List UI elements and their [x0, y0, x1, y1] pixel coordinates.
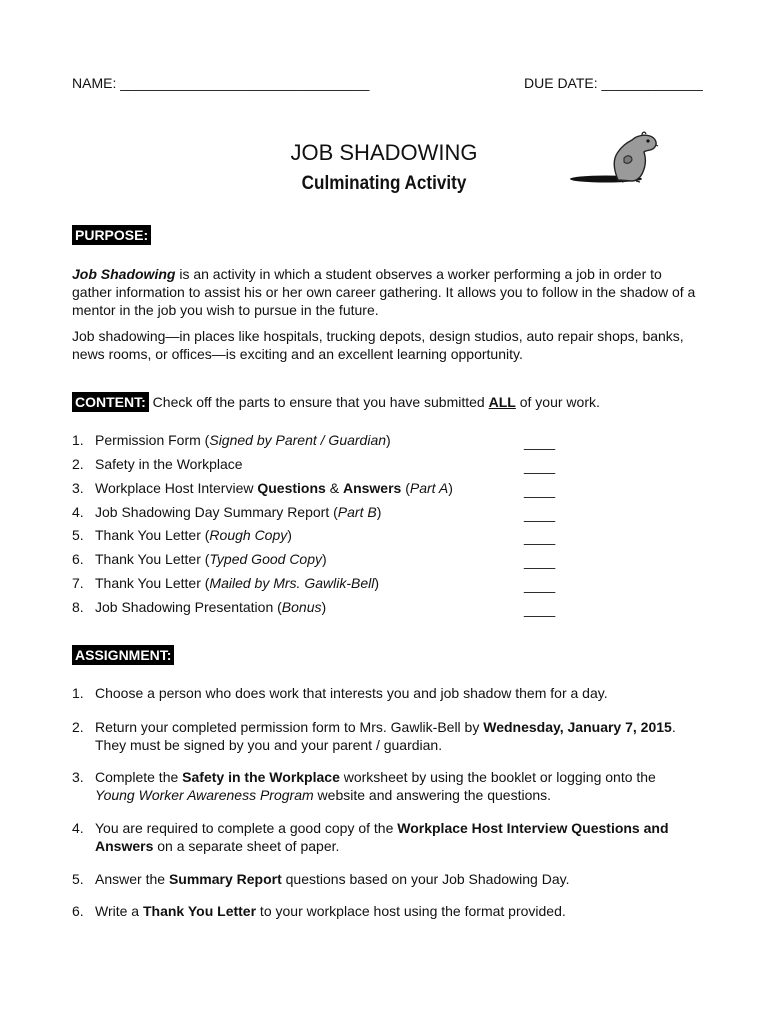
checklist-item: 7. Thank You Letter (Mailed by Mrs. Gawlik-Bell) ____: [72, 575, 556, 593]
check-blank: ____: [524, 458, 556, 474]
assignment-heading: ASSIGNMENT:: [72, 645, 174, 665]
checklist-item: 4. Job Shadowing Day Summary Report (Part B) ____: [72, 504, 556, 522]
content-intro-all: ALL: [488, 394, 516, 410]
name-label: NAME:: [72, 75, 117, 91]
purpose-text-1: is an activity in which a student observes a worker performing a job in order to gather information to assist his or her own career gathering. It allows you to follow in the shadow of a mentor in the job you wish to pursue in the future.: [72, 266, 696, 318]
due-date-line: _____________: [601, 75, 703, 91]
checklist-item: 3. Workplace Host Interview Questions & Answers (Part A) ____: [72, 480, 556, 498]
assignment-item: 1. Choose a person who does work that interests you and job shadow them for a day.: [72, 685, 608, 701]
check-blank: ____: [524, 482, 556, 498]
checklist-item: 5. Thank You Letter (Rough Copy) ____: [72, 527, 556, 545]
assignment-item: 2. Return your completed permission form to Mrs. Gawlik-Bell by Wednesday, January 7, 2015. They must be signed by you and your parent / guardian.: [72, 719, 676, 753]
checklist-item: 6. Thank You Letter (Typed Good Copy) ____: [72, 551, 556, 569]
purpose-paragraph-1: [72, 265, 702, 319]
assignment-item: 5. Answer the Summary Report questions based on your Job Shadowing Day.: [72, 871, 570, 887]
check-blank: ____: [524, 434, 556, 450]
assignment-item: 4. You are required to complete a good copy of the Workplace Host Interview Questions and Answers on a separate sheet of paper.: [72, 820, 669, 854]
name-field: [72, 75, 369, 91]
checklist-item: 2. Safety in the Workplace ____: [72, 456, 556, 474]
page-subtitle: Culminating Activity: [301, 173, 467, 194]
content-heading: CONTENT:: [72, 392, 149, 412]
assignment-item: 6. Write a Thank You Letter to your workplace host using the format provided.: [72, 903, 566, 919]
content-section-header: [72, 392, 600, 412]
assignment-item: 3. Complete the Safety in the Workplace worksheet by using the booklet or logging onto the Young Worker Awareness Program website and answering the questions.: [72, 769, 656, 803]
groundhog-illustration: [566, 124, 666, 188]
check-blank: ____: [524, 601, 556, 617]
check-blank: ____: [524, 529, 556, 545]
purpose-paragraph-2: Job shadowing—in places like hospitals, trucking depots, design studios, auto repair shops, banks, news rooms, or offices—is exciting and an excellent learning opportunity.: [72, 328, 684, 362]
purpose-heading: PURPOSE:: [72, 225, 151, 245]
name-line: ________________________________: [120, 75, 370, 91]
purpose-lead-term: Job Shadowing: [72, 266, 176, 282]
content-intro: Check off the parts to ensure that you have submitted ALL of your work.: [152, 394, 600, 410]
checklist-item: 8. Job Shadowing Presentation (Bonus) ____: [72, 599, 556, 617]
check-blank: ____: [524, 506, 556, 522]
check-blank: ____: [524, 553, 556, 569]
due-date-label: DUE DATE:: [524, 75, 598, 91]
due-date-field: [524, 75, 703, 91]
check-blank: ____: [524, 577, 556, 593]
page-title: JOB SHADOWING: [290, 140, 478, 165]
checklist-item: 1. Permission Form (Signed by Parent / Guardian) ____: [72, 432, 556, 450]
